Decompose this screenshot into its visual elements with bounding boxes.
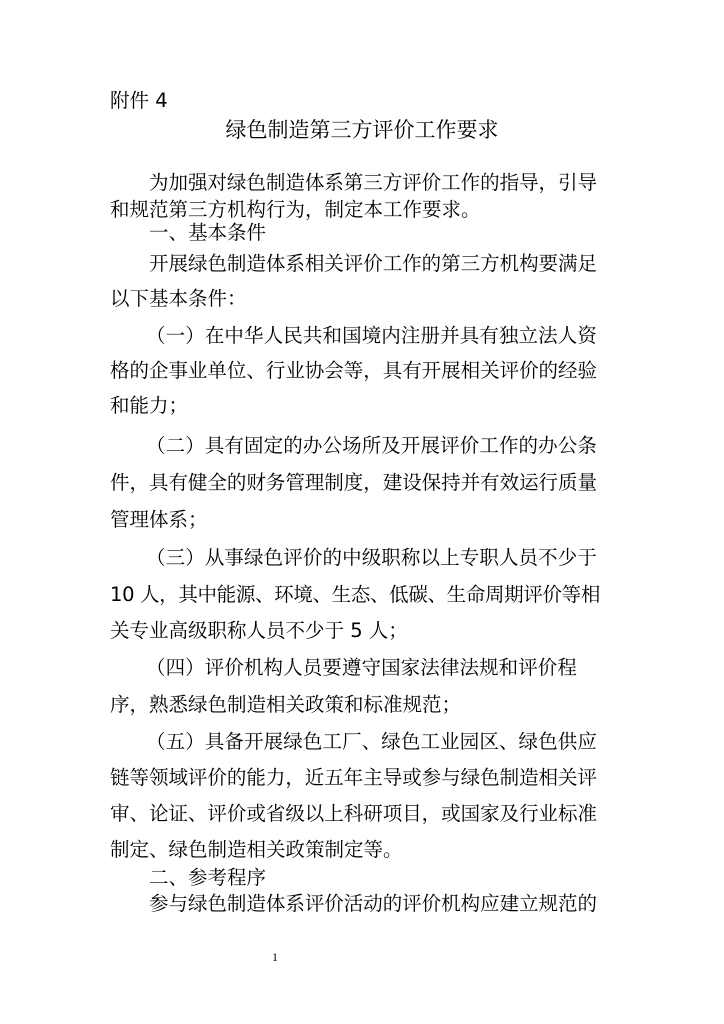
intro-line: 和规范第三方机构行为，制定本工作要求。 xyxy=(110,198,481,221)
item4-line: （四）评价机构人员要遵守国家法律法规和评价程 xyxy=(146,656,577,679)
section2-intro-line: 参与绿色制造体系评价活动的评价机构应建立规范的 xyxy=(149,892,597,915)
intro-line: 为加强对绿色制造体系第三方评价工作的指导，引导 xyxy=(149,171,597,194)
item5-line: 制定、绿色制造相关政策制定等。 xyxy=(110,838,403,861)
item3-line: （三）从事绿色评价的中级职称以上专职人员不少于 xyxy=(146,546,597,569)
item2-line: 件，具有健全的财务管理制度，建设保持并有效运行质量 xyxy=(110,471,597,494)
item2-line: 管理体系； xyxy=(110,508,208,531)
section1-heading: 一、基本条件 xyxy=(149,221,267,244)
item5-line: 链等领域评价的能力，近五年主导或参与绿色制造相关评 xyxy=(110,766,597,789)
attachment-label: 附件 4 xyxy=(110,89,168,112)
section1-intro-line: 以下基本条件： xyxy=(110,287,247,310)
item3-line: 关专业高级职称人员不少于 5 人； xyxy=(110,619,408,642)
item4-line: 序，熟悉绿色制造相关政策和标准规范； xyxy=(110,693,462,716)
section1-intro-line: 开展绿色制造体系相关评价工作的第三方机构要满足 xyxy=(149,252,597,275)
item3-line: 10 人，其中能源、环境、生态、低碳、生命周期评价等相 xyxy=(110,583,600,606)
item5-line: （五）具备开展绿色工厂、绿色工业园区、绿色供应 xyxy=(146,730,597,753)
page-number: 1 xyxy=(272,950,278,964)
section2-heading: 二、参考程序 xyxy=(149,866,267,889)
item1-line: 格的企事业单位、行业协会等，具有开展相关评价的经验 xyxy=(110,359,597,382)
item1-line: （一）在中华人民共和国境内注册并具有独立法人资 xyxy=(146,324,597,347)
document-title: 绿色制造第三方评价工作要求 xyxy=(225,118,499,142)
item5-line: 审、论证、评价或省级以上科研项目，或国家及行业标准 xyxy=(110,802,597,825)
item1-line: 和能力； xyxy=(110,394,189,417)
item2-line: （二）具有固定的办公场所及开展评价工作的办公条 xyxy=(146,434,597,457)
